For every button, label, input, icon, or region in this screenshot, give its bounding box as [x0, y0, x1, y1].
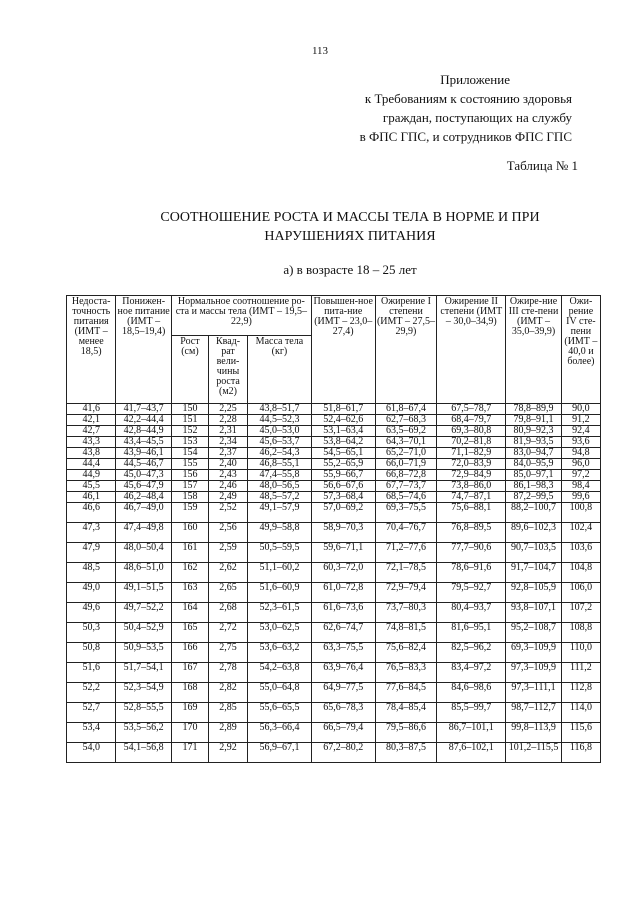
table-cell: 52,7	[67, 703, 116, 723]
header-height-squared: Квад-рат вели-чины роста (м2)	[208, 336, 247, 404]
table-cell: 151	[171, 415, 208, 426]
table-cell: 106,0	[561, 583, 600, 603]
table-cell: 48,5	[67, 563, 116, 583]
table-cell: 47,4–55,8	[248, 470, 312, 481]
table-cell: 41,6	[67, 404, 116, 415]
appendix-line-1: Приложение	[440, 72, 510, 87]
table-cell: 89,6–102,3	[506, 523, 562, 543]
table-cell: 87,2–99,5	[506, 492, 562, 503]
table-cell: 67,5–78,7	[437, 404, 506, 415]
table-cell: 69,3–80,8	[437, 426, 506, 437]
table-cell: 53,5–56,2	[116, 723, 172, 743]
table-cell: 61,6–73,6	[311, 603, 375, 623]
table-cell: 45,6–47,9	[116, 481, 172, 492]
table-cell: 116,8	[561, 743, 600, 763]
table-cell: 80,3–87,5	[375, 743, 437, 763]
table-cell: 69,3–109,9	[506, 643, 562, 663]
table-row	[67, 603, 601, 623]
table-cell: 112,8	[561, 683, 600, 703]
table-cell: 71,1–82,9	[437, 448, 506, 459]
header-obesity-3: Ожире-ние III сте-пени (ИМТ – 35,0–39,9)	[506, 296, 562, 404]
table-cell: 46,6	[67, 503, 116, 523]
table-row	[67, 743, 601, 763]
table-cell: 46,2–48,4	[116, 492, 172, 503]
table-cell: 2,75	[208, 643, 247, 663]
table-cell: 169	[171, 703, 208, 723]
table-cell: 64,9–77,5	[311, 683, 375, 703]
table-cell: 45,6–53,7	[248, 437, 312, 448]
table-cell: 50,8	[67, 643, 116, 663]
table-cell: 68,4–79,7	[437, 415, 506, 426]
table-cell: 63,9–76,4	[311, 663, 375, 683]
title-line-1: СООТНОШЕНИЕ РОСТА И МАССЫ ТЕЛА В НОРМЕ И ПРИ	[160, 210, 540, 225]
table-row	[67, 643, 601, 663]
table-cell: 2,78	[208, 663, 247, 683]
table-cell: 51,6	[67, 663, 116, 683]
table-cell: 70,2–81,8	[437, 437, 506, 448]
table-cell: 2,85	[208, 703, 247, 723]
table-cell: 84,6–98,6	[437, 683, 506, 703]
table-cell: 165	[171, 623, 208, 643]
table-cell: 55,6–65,5	[248, 703, 312, 723]
table-cell: 98,7–112,7	[506, 703, 562, 723]
table-cell: 48,0–56,5	[248, 481, 312, 492]
table-cell: 84,0–95,9	[506, 459, 562, 470]
table-cell: 60,3–72,0	[311, 563, 375, 583]
table-cell: 162	[171, 563, 208, 583]
table-cell: 47,9	[67, 543, 116, 563]
table-cell: 49,0	[67, 583, 116, 603]
table-cell: 100,8	[561, 503, 600, 523]
table-row	[67, 703, 601, 723]
table-row	[67, 415, 601, 426]
table-cell: 155	[171, 459, 208, 470]
table-cell: 170	[171, 723, 208, 743]
table-cell: 111,2	[561, 663, 600, 683]
table-cell: 2,68	[208, 603, 247, 623]
appendix-line-4: в ФПС ГПС, и сотрудников ФПС ГПС	[359, 129, 572, 144]
table-cell: 44,4	[67, 459, 116, 470]
table-cell: 168	[171, 683, 208, 703]
table-cell: 50,4–52,9	[116, 623, 172, 643]
table-cell: 70,4–76,7	[375, 523, 437, 543]
table-header	[67, 296, 601, 404]
table-cell: 2,28	[208, 415, 247, 426]
table-cell: 64,3–70,1	[375, 437, 437, 448]
table-cell: 150	[171, 404, 208, 415]
table-cell: 115,6	[561, 723, 600, 743]
table-cell: 2,43	[208, 470, 247, 481]
table-cell: 54,1–56,8	[116, 743, 172, 763]
table-cell: 73,8–86,0	[437, 481, 506, 492]
table-cell: 2,89	[208, 723, 247, 743]
table-cell: 110,0	[561, 643, 600, 663]
table-cell: 99,8–113,9	[506, 723, 562, 743]
table-cell: 92,8–105,9	[506, 583, 562, 603]
table-cell: 47,3	[67, 523, 116, 543]
table-cell: 2,49	[208, 492, 247, 503]
table-cell: 51,7–54,1	[116, 663, 172, 683]
table-cell: 76,8–89,5	[437, 523, 506, 543]
table-cell: 98,4	[561, 481, 600, 492]
table-cell: 43,3	[67, 437, 116, 448]
table-cell: 104,8	[561, 563, 600, 583]
table-cell: 50,5–59,5	[248, 543, 312, 563]
table-cell: 2,25	[208, 404, 247, 415]
header-obesity-1: Ожирение I степени (ИМТ – 27,5–29,9)	[375, 296, 437, 404]
table-cell: 56,9–67,1	[248, 743, 312, 763]
table-cell: 79,8–91,1	[506, 415, 562, 426]
table-cell: 107,2	[561, 603, 600, 623]
table-cell: 63,3–75,5	[311, 643, 375, 663]
table-row	[67, 623, 601, 643]
table-cell: 62,7–68,3	[375, 415, 437, 426]
table-row	[67, 723, 601, 743]
table-cell: 46,1	[67, 492, 116, 503]
table-row	[67, 663, 601, 683]
table-cell: 56,3–66,4	[248, 723, 312, 743]
table-cell: 59,6–71,1	[311, 543, 375, 563]
table-cell: 55,9–66,7	[311, 470, 375, 481]
table-cell: 61,0–72,8	[311, 583, 375, 603]
table-row	[67, 470, 601, 481]
table-cell: 46,2–54,3	[248, 448, 312, 459]
table-cell: 69,3–75,5	[375, 503, 437, 523]
table-cell: 90,0	[561, 404, 600, 415]
table-cell: 102,4	[561, 523, 600, 543]
header-body-mass: Масса тела (кг)	[248, 336, 312, 404]
table-cell: 2,92	[208, 743, 247, 763]
height-weight-table	[66, 295, 601, 763]
table-cell: 85,0–97,1	[506, 470, 562, 481]
table-cell: 66,5–79,4	[311, 723, 375, 743]
table-cell: 72,9–79,4	[375, 583, 437, 603]
table-cell: 42,8–44,9	[116, 426, 172, 437]
table-cell: 53,8–64,2	[311, 437, 375, 448]
table-cell: 53,4	[67, 723, 116, 743]
header-reduced-nutrition: Понижен-ное питание (ИМТ – 18,5–19,4)	[116, 296, 172, 404]
table-cell: 66,0–71,9	[375, 459, 437, 470]
table-cell: 48,6–51,0	[116, 563, 172, 583]
table-cell: 163	[171, 583, 208, 603]
table-cell: 96,0	[561, 459, 600, 470]
table-cell: 157	[171, 481, 208, 492]
table-cell: 99,6	[561, 492, 600, 503]
table-row	[67, 583, 601, 603]
table-cell: 68,5–74,6	[375, 492, 437, 503]
table-cell: 80,4–93,7	[437, 603, 506, 623]
table-cell: 81,6–95,1	[437, 623, 506, 643]
table-cell: 57,3–68,4	[311, 492, 375, 503]
table-row	[67, 481, 601, 492]
table-cell: 67,7–73,7	[375, 481, 437, 492]
table-cell: 56,6–67,6	[311, 481, 375, 492]
table-cell: 166	[171, 643, 208, 663]
table-cell: 45,0–47,3	[116, 470, 172, 481]
table-cell: 159	[171, 503, 208, 523]
table-cell: 43,4–45,5	[116, 437, 172, 448]
table-cell: 49,9–58,8	[248, 523, 312, 543]
table-cell: 43,9–46,1	[116, 448, 172, 459]
table-cell: 94,8	[561, 448, 600, 459]
header-underweight: Недоста-точность питания (ИМТ – менее 18,5)	[67, 296, 116, 404]
table-row	[67, 437, 601, 448]
table-cell: 2,34	[208, 437, 247, 448]
table-cell: 2,56	[208, 523, 247, 543]
table-cell: 49,1–57,9	[248, 503, 312, 523]
table-cell: 49,7–52,2	[116, 603, 172, 623]
table-cell: 58,9–70,3	[311, 523, 375, 543]
appendix-header	[360, 70, 572, 146]
table-cell: 67,2–80,2	[311, 743, 375, 763]
table-cell: 87,6–102,1	[437, 743, 506, 763]
table-cell: 161	[171, 543, 208, 563]
table-cell: 45,0–53,0	[248, 426, 312, 437]
table-cell: 41,7–43,7	[116, 404, 172, 415]
table-cell: 158	[171, 492, 208, 503]
table-row	[67, 404, 601, 415]
table-cell: 75,6–82,4	[375, 643, 437, 663]
table-cell: 153	[171, 437, 208, 448]
table-cell: 52,2	[67, 683, 116, 703]
header-obesity-4: Ожи-рение IV сте-пени (ИМТ – 40,0 и более)	[561, 296, 600, 404]
table-cell: 91,7–104,7	[506, 563, 562, 583]
table-cell: 97,2	[561, 470, 600, 481]
table-cell: 43,8	[67, 448, 116, 459]
table-cell: 101,2–115,5	[506, 743, 562, 763]
table-cell: 53,1–63,4	[311, 426, 375, 437]
table-cell: 52,3–61,5	[248, 603, 312, 623]
table-cell: 62,6–74,7	[311, 623, 375, 643]
table-cell: 103,6	[561, 543, 600, 563]
table-cell: 48,5–57,2	[248, 492, 312, 503]
table-cell: 43,8–51,7	[248, 404, 312, 415]
table-cell: 2,65	[208, 583, 247, 603]
table-cell: 65,6–78,3	[311, 703, 375, 723]
table-row	[67, 563, 601, 583]
header-obesity-2: Ожирение II степени (ИМТ – 30,0–34,9)	[437, 296, 506, 404]
document-title	[0, 208, 640, 246]
table-cell: 81,9–93,5	[506, 437, 562, 448]
header-normal: Нормальное соотношение ро-ста и массы тела (ИМТ – 19,5–22,9)	[171, 296, 311, 336]
table-cell: 72,0–83,9	[437, 459, 506, 470]
table-cell: 2,40	[208, 459, 247, 470]
table-cell: 63,5–69,2	[375, 426, 437, 437]
table-cell: 53,0–62,5	[248, 623, 312, 643]
table-cell: 75,6–88,1	[437, 503, 506, 523]
table-cell: 78,4–85,4	[375, 703, 437, 723]
table-row	[67, 426, 601, 437]
table-row	[67, 448, 601, 459]
table-row	[67, 683, 601, 703]
table-cell: 71,2–77,6	[375, 543, 437, 563]
table-cell: 93,6	[561, 437, 600, 448]
table-cell: 86,1–98,3	[506, 481, 562, 492]
table-cell: 2,59	[208, 543, 247, 563]
table-cell: 72,1–78,5	[375, 563, 437, 583]
table-cell: 65,2–71,0	[375, 448, 437, 459]
table-cell: 78,6–91,6	[437, 563, 506, 583]
table-cell: 77,6–84,5	[375, 683, 437, 703]
table-cell: 154	[171, 448, 208, 459]
table-cell: 44,5–52,3	[248, 415, 312, 426]
table-number: Таблица № 1	[506, 158, 578, 173]
table-cell: 54,5–65,1	[311, 448, 375, 459]
table-cell: 2,52	[208, 503, 247, 523]
table-cell: 44,9	[67, 470, 116, 481]
table-cell: 46,7–49,0	[116, 503, 172, 523]
table-cell: 160	[171, 523, 208, 543]
table-cell: 66,8–72,8	[375, 470, 437, 481]
appendix-line-2: к Требованиям к состоянию здоровья	[364, 91, 572, 106]
table-cell: 78,8–89,9	[506, 404, 562, 415]
table-cell: 80,9–92,3	[506, 426, 562, 437]
table-cell: 90,7–103,5	[506, 543, 562, 563]
table-cell: 82,5–96,2	[437, 643, 506, 663]
table-cell: 93,8–107,1	[506, 603, 562, 623]
page-number: 113	[311, 45, 329, 57]
table-body	[67, 404, 601, 763]
table-cell: 95,2–108,7	[506, 623, 562, 643]
age-group-subtitle: а) в возрасте 18 – 25 лет	[283, 262, 417, 277]
table-cell: 76,5–83,3	[375, 663, 437, 683]
table-cell: 55,0–64,8	[248, 683, 312, 703]
table-cell: 44,5–46,7	[116, 459, 172, 470]
table-row	[67, 503, 601, 523]
table-cell: 42,7	[67, 426, 116, 437]
table-cell: 54,2–63,8	[248, 663, 312, 683]
table-cell: 97,3–109,9	[506, 663, 562, 683]
table-cell: 92,4	[561, 426, 600, 437]
table-cell: 79,5–86,6	[375, 723, 437, 743]
table-cell: 51,1–60,2	[248, 563, 312, 583]
table-cell: 42,1	[67, 415, 116, 426]
table-cell: 50,3	[67, 623, 116, 643]
table-cell: 51,6–60,9	[248, 583, 312, 603]
table-cell: 48,0–50,4	[116, 543, 172, 563]
header-increased-nutrition: Повышен-ное пита-ние (ИМТ – 23,0–27,4)	[311, 296, 375, 404]
table-cell: 49,1–51,5	[116, 583, 172, 603]
table-cell: 57,0–69,2	[311, 503, 375, 523]
table-cell: 52,8–55,5	[116, 703, 172, 723]
table-cell: 45,5	[67, 481, 116, 492]
table-cell: 86,7–101,1	[437, 723, 506, 743]
table-cell: 83,4–97,2	[437, 663, 506, 683]
table-cell: 2,46	[208, 481, 247, 492]
table-cell: 51,8–61,7	[311, 404, 375, 415]
table-row	[67, 543, 601, 563]
header-height: Рост (см)	[171, 336, 208, 404]
table-cell: 156	[171, 470, 208, 481]
table-cell: 73,7–80,3	[375, 603, 437, 623]
table-cell: 164	[171, 603, 208, 623]
table-cell: 2,72	[208, 623, 247, 643]
table-cell: 77,7–90,6	[437, 543, 506, 563]
title-line-2: НАРУШЕНИЯХ ПИТАНИЯ	[264, 229, 436, 244]
table-cell: 74,8–81,5	[375, 623, 437, 643]
table-cell: 2,82	[208, 683, 247, 703]
table-cell: 152	[171, 426, 208, 437]
table-cell: 167	[171, 663, 208, 683]
table-cell: 55,2–65,9	[311, 459, 375, 470]
table-cell: 52,4–62,6	[311, 415, 375, 426]
table-cell: 97,3–111,1	[506, 683, 562, 703]
table-cell: 53,6–63,2	[248, 643, 312, 663]
table-cell: 79,5–92,7	[437, 583, 506, 603]
table-cell: 91,2	[561, 415, 600, 426]
table-row	[67, 492, 601, 503]
table-cell: 2,62	[208, 563, 247, 583]
table-cell: 52,3–54,9	[116, 683, 172, 703]
table-cell: 50,9–53,5	[116, 643, 172, 663]
table-cell: 72,9–84,9	[437, 470, 506, 481]
table-cell: 49,6	[67, 603, 116, 623]
table-cell: 108,8	[561, 623, 600, 643]
table-row	[67, 523, 601, 543]
table-cell: 171	[171, 743, 208, 763]
table-cell: 47,4–49,8	[116, 523, 172, 543]
table-cell: 114,0	[561, 703, 600, 723]
appendix-line-3: граждан, поступающих на службу	[382, 110, 572, 125]
table-cell: 61,8–67,4	[375, 404, 437, 415]
table-cell: 2,37	[208, 448, 247, 459]
table-cell: 2,31	[208, 426, 247, 437]
table-cell: 83,0–94,7	[506, 448, 562, 459]
table-cell: 74,7–87,1	[437, 492, 506, 503]
table-cell: 46,8–55,1	[248, 459, 312, 470]
table-cell: 88,2–100,7	[506, 503, 562, 523]
table-row	[67, 459, 601, 470]
table-cell: 42,2–44,4	[116, 415, 172, 426]
table-cell: 85,5–99,7	[437, 703, 506, 723]
table-cell: 54,0	[67, 743, 116, 763]
